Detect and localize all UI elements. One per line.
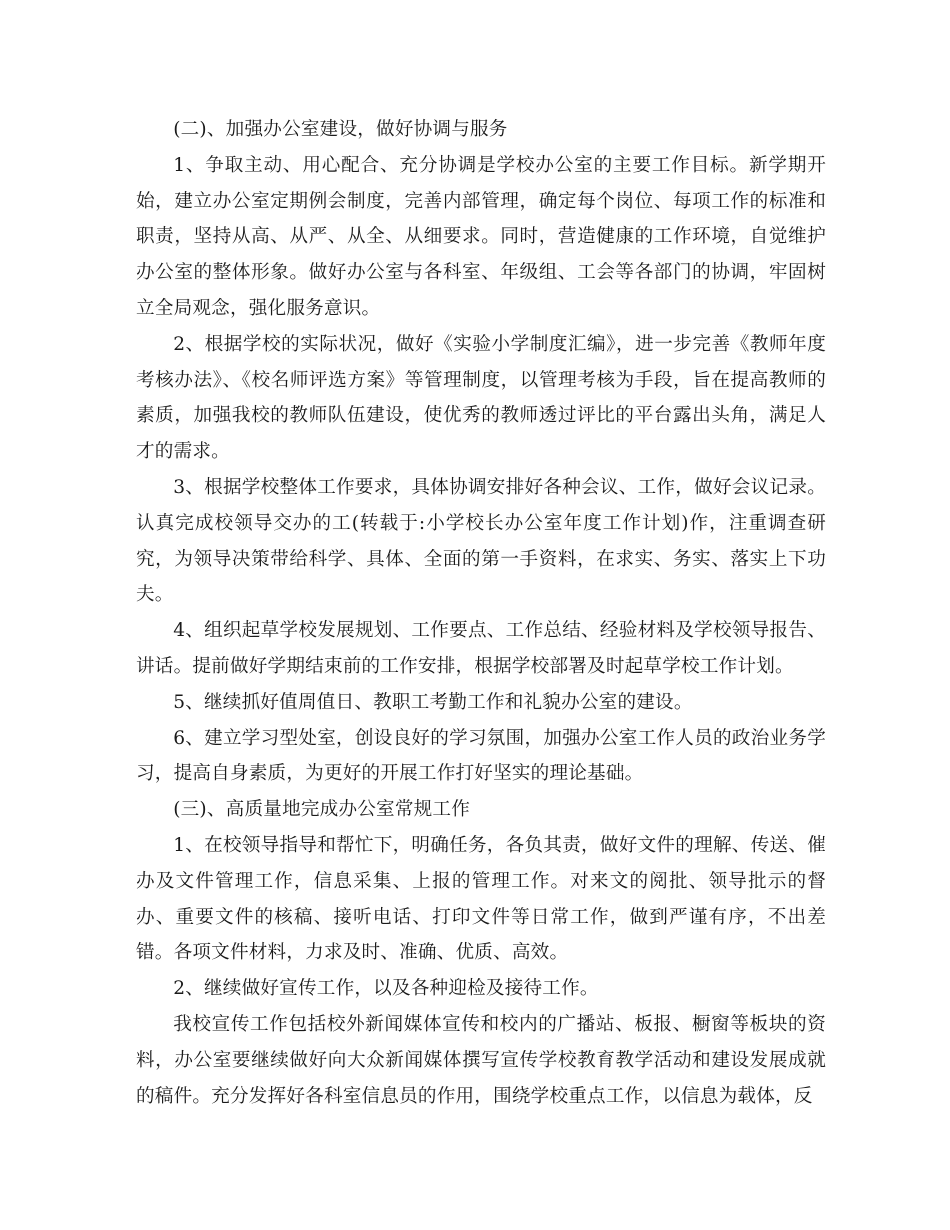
paragraph: 5、继续抓好值周值日、教职工考勤工作和礼貌办公室的建设。	[173, 691, 693, 713]
paragraph: 1、在校领导指导和帮忙下，明确任务，各负其责，做好文件的理解、传送、催办及文件管理工作，信息采集、上报的管理工作。对来文的阅批、领导批示的督办、重要文件的核稿、接听电话、打印文件等日常工作，做到严谨有序，不出差错。各项文件材料，力求及时、准确、优质、高效。	[136, 834, 826, 964]
paragraph: 2、根据学校的实际状况，做好《实验小学制度汇编》，进一步完善《教师年度考核办法》、《校名师评选方案》等管理制度，以管理考核为手段，旨在提高教师的素质，加强我校的教师队伍建设，使优秀的教师透过评比的平台露出头角，满足人才的需求。	[136, 333, 826, 463]
section-heading-2: (二)、加强办公室建设，做好协调与服务	[173, 119, 508, 140]
paragraph: 3、根据学校整体工作要求，具体协调安排好各种会议、工作，做好会议记录。认真完成校领导交办的工(转载于:小学校长办公室年度工作计划)作，注重调查研究，为领导决策带给科学、具体、全面的第一手资料，在求实、务实、落实上下功夫。	[136, 476, 826, 606]
paragraph: 1、争取主动、用心配合、充分协调是学校办公室的主要工作目标。新学期开始，建立办公室定期例会制度，完善内部管理，确定每个岗位、每项工作的标准和职责，坚持从高、从严、从全、从细要求。同时，营造健康的工作环境，自觉维护办公室的整体形象。做好办公室与各科室、年级组、工会等各部门的协调，牢固树立全局观念，强化服务意识。	[136, 154, 826, 319]
paragraph: 6、建立学习型处室，创设良好的学习氛围，加强办公室工作人员的政治业务学习，提高自身素质，为更好的开展工作打好坚实的理论基础。	[136, 727, 826, 785]
paragraph: 我校宣传工作包括校外新闻媒体宣传和校内的广播站、板报、橱窗等板块的资料，办公室要继续做好向大众新闻媒体撰写宣传学校教育教学活动和建设发展成就的稿件。充分发挥好各科室信息员的作用，围绕学校重点工作，以信息为载体，反	[136, 1013, 826, 1107]
section-heading-3: (三)、高质量地完成办公室常规工作	[173, 799, 471, 821]
paragraph: 2、继续做好宣传工作，以及各种迎检及接待工作。	[173, 978, 599, 1000]
paragraph: 4、组织起草学校发展规划、工作要点、工作总结、经验材料及学校领导报告、讲话。提前做好学期结束前的工作安排，根据学校部署及时起草学校工作计划。	[136, 620, 826, 677]
document-body	[136, 112, 826, 1114]
